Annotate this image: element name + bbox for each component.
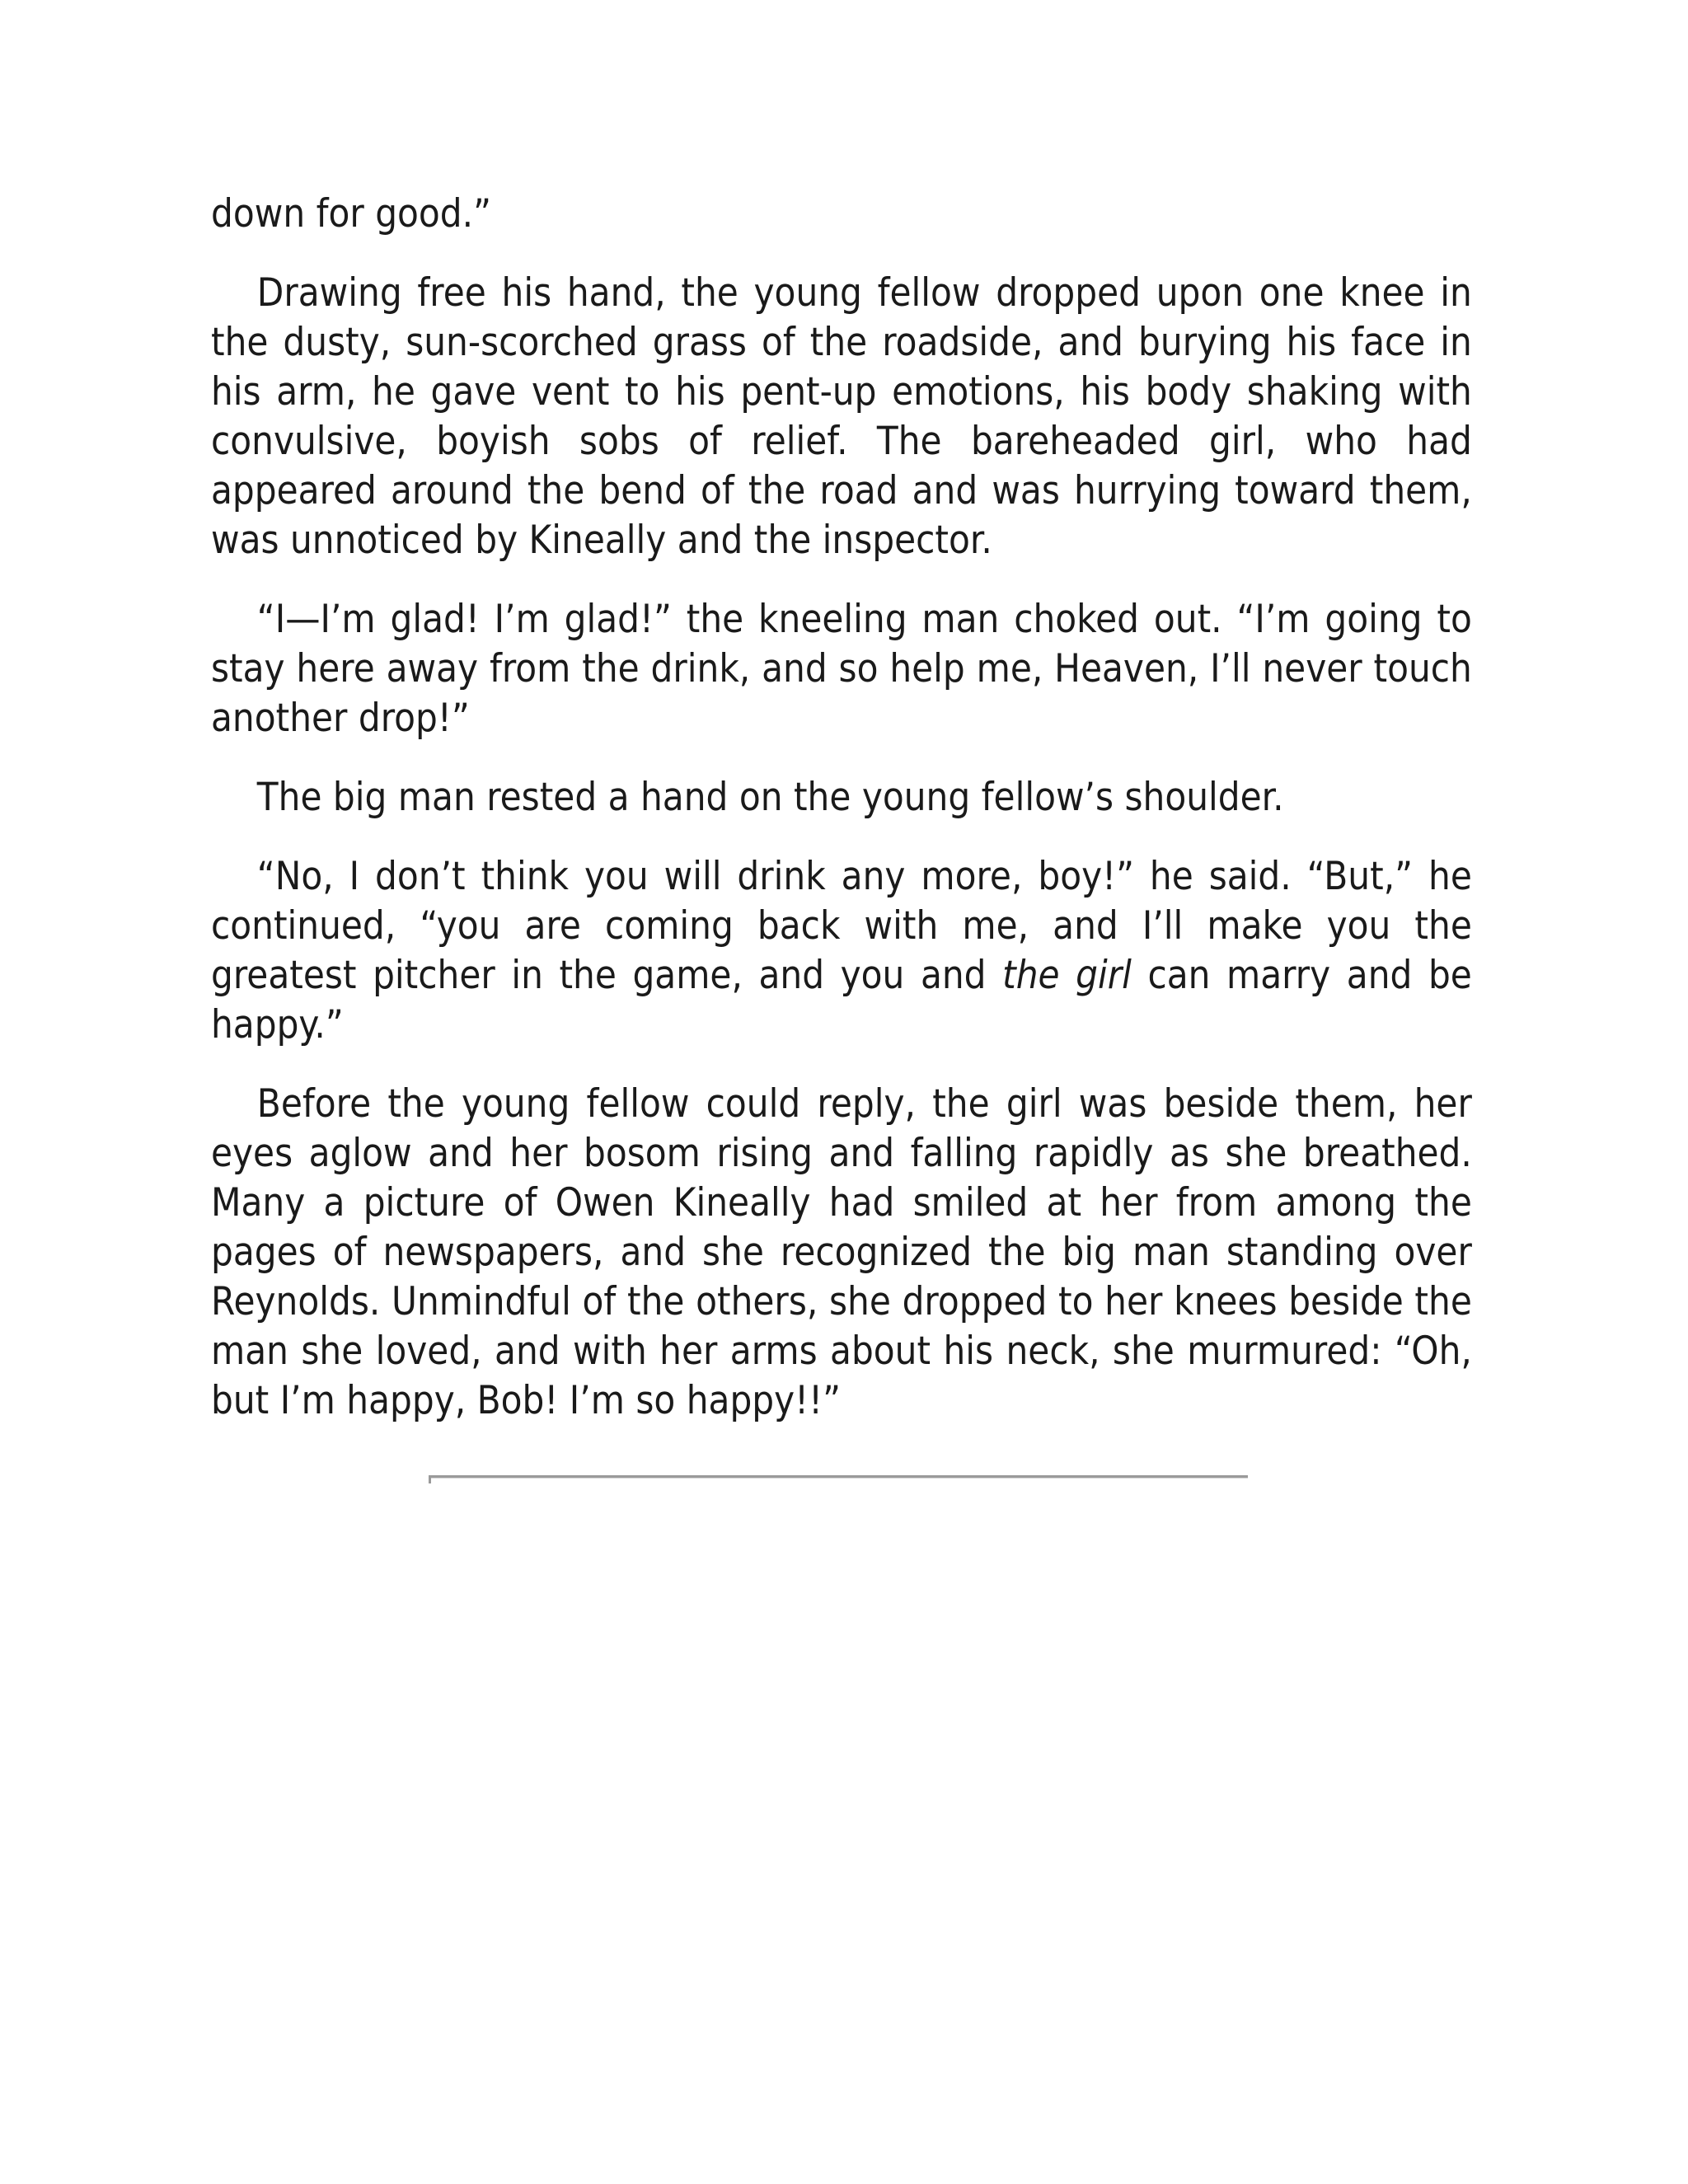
paragraph-6 [211,1080,1472,1426]
section-end-rule [429,1475,1248,1479]
paragraph-5 [211,852,1472,1050]
paragraph-text: The big man rested a hand on the young fellow’s shoulder. [256,775,1284,820]
section-end-rule-cap [429,1475,431,1483]
paragraph-text: down for good.” [211,191,492,237]
paragraph-text: Before the young fellow could reply, the girl was beside them, her eyes aglow and her bosom rising and falling rapidly as she breathed. Many a picture of Owen Kineally had smiled at her from among the pages of newspapers, and she recognized the big man standing over Reynolds. Unmindful of the others, she dropped to her knees beside the man she loved, and with her arms about his neck, she murmured: “Oh, but I’m happy, Bob! I’m so happy!!” [211,1081,1472,1423]
paragraph-2 [211,269,1472,565]
paragraph-text: “I—I’m glad! I’m glad!” the kneeling man choked out. “I’m going to stay here away from the drink, and so help me, Heaven, I’ll never touch another drop!” [211,597,1472,741]
italic-text: the girl [1002,953,1132,998]
paragraph-text: Drawing free his hand, the young fellow dropped upon one knee in the dusty, sun-scorched grass of the roadside, and burying his face in his arm, he gave vent to his pent-up emotions, his body shaking with convulsive, boyish sobs of relief. The bareheaded girl, who had appeared around the bend of the road and was hurrying toward them, was unnoticed by Kineally and the inspector. [211,270,1472,563]
paragraph-text: can marry and be happy.” [211,953,1472,1047]
paragraph-1 [211,190,1472,239]
paragraph-3 [211,595,1472,743]
paragraph-4 [211,773,1472,823]
document-body [211,190,1472,1455]
paragraph-text: “No, I don’t think you will drink any more, boy!” he said. “But,” he continued, “you are coming back with me, and I’ll make you the greatest pitcher in the game, and you and [211,854,1472,998]
